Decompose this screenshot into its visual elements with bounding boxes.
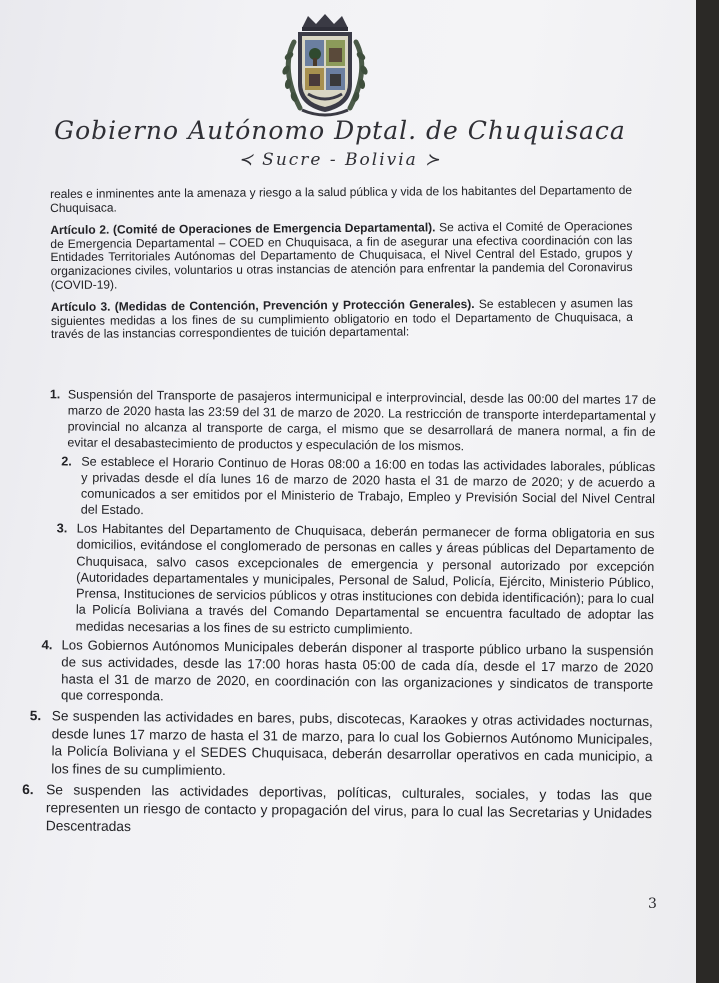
list-item-number: 5. — [29, 708, 42, 724]
page-number: 3 — [648, 896, 657, 912]
list-item — [56, 520, 655, 641]
background-edge — [696, 0, 719, 983]
article-2 — [50, 220, 632, 292]
list-item-number: 2. — [61, 454, 72, 469]
letterhead-title: Gobierno Autónomo Dptal. de Chuquisaca — [54, 116, 626, 145]
list-item-number: 4. — [41, 637, 53, 653]
list-item-text: Los Habitantes del Departamento de Chuquisaca, deberán permanecer de forma obligatoria en sus domicilios, evitándose el conglomerado de personas en calles y áreas públicas del Departamento de Chuquisaca, salvo casos excepcionales de emergencia y personal autorizado por excepción (Autoridades departamentales y municipales, Personal de Salud, Policía, Ejército, Ministerio Público, Prensa, Instituciones de servicios públicos y otras instituciones con debida identificación); para lo cual la Policía Boliviana a través del Comando Departamental se encuentra facultado de adoptar las medidas necesarias a los fines de su estricto cumplimiento. — [75, 520, 655, 637]
list-item — [29, 708, 653, 784]
document-body — [50, 184, 633, 351]
list-item — [61, 454, 656, 524]
article-2-heading: Artículo 2. (Comité de Operaciones de Emergencia Departamental). — [50, 220, 436, 238]
list-item-number: 3. — [56, 520, 68, 536]
intro-paragraph: reales e inminentes ante la amenaza y riesgo a la salud pública y vida de los habitantes del Departamento de Chuquisaca. — [49, 182, 633, 215]
list-item — [49, 386, 656, 456]
list-item-number: 6. — [22, 781, 34, 797]
coat-of-arms-emblem — [272, 14, 378, 118]
list-item-text: Suspensión del Transporte de pasajeros intermunicipal e interprovincial, desde las 00:00 del martes 17 de marzo de 2020 hasta las 23:59 del 31 de marzo de 2020. La restricción de transporte interdepartamental y provincial no alcanza al transporte de carga, el mismo que se desarrollará de manera normal, a fin de evitar el desabastecimiento de productos y especulación de los mismos. — [67, 387, 656, 454]
article-3 — [51, 297, 633, 342]
measures-list — [16, 386, 656, 844]
letterhead-subtitle: ≺ Sucre - Bolivia ≻ — [238, 150, 442, 170]
list-item — [41, 637, 654, 710]
list-item-number: 1. — [49, 387, 61, 402]
article-2-body: Se activa el Comité de Operaciones de Emergencia Departamental – COED en Chuquisaca, a fin de asegurar una efectiva coordinación con las Entidades Territoriales Autónomas del Departamento de Chuquisaca, el Nivel Central del Estado, grupos y organizaciones civiles, voluntarios u otras instancias de atención para enfrentar la pandemia del Coronavirus (COVID-19). — [50, 219, 633, 292]
list-item — [22, 781, 653, 841]
list-item-text: Los Gobiernos Autónomos Municipales deberán disponer al trasporte público urbano la suspensión de sus actividades, desde las 17:00 horas hasta 05:00 de cada día, desde el 17 marzo de 2020 hasta el 31 de marzo de 2020, en coordinación con las organizaciones y sindicatos de transporte que corresponda. — [60, 637, 654, 704]
article-3-heading: Artículo 3. (Medidas de Contención, Prevención y Protección Generales). — [50, 297, 475, 315]
list-item-text: Se suspenden las actividades en bares, pubs, discotecas, Karaokes y otras actividades nocturnas, desde lunes 17 marzo de hasta el 31 de marzo, para lo cual los Gobiernos Autónomo Municipales, la Policía Boliviana y el SEDES Chuquisaca, deberán desarrollar operativos en cada municipio, a los fines de su cumplimiento. — [51, 708, 653, 779]
list-item-text: Se suspenden las actividades deportivas, políticas, culturales, sociales, y todas las que representen un riesgo de contacto y propagación del virus, para lo cual las Secretarias y Unidades Descentradas — [45, 781, 653, 834]
list-item-text: Se establece el Horario Continuo de Horas 08:00 a 16:00 en todas las actividades laborales, públicas y privadas desde el día lunes 16 de marzo de 2020 hasta el 31 de marzo de 2020; y de acuerdo a comunicados a ser emitidos por el Ministerio de Trabajo, Empleo y Previsión Social del Nivel Central del Estado. — [80, 454, 656, 518]
article-3-body: Se establecen y asumen las siguientes medidas a los fines de su cumplimiento obligatorio en todo el Departamento de Chuquisaca, a través de las instancias correspondientes de tuición departamental: — [50, 296, 633, 342]
